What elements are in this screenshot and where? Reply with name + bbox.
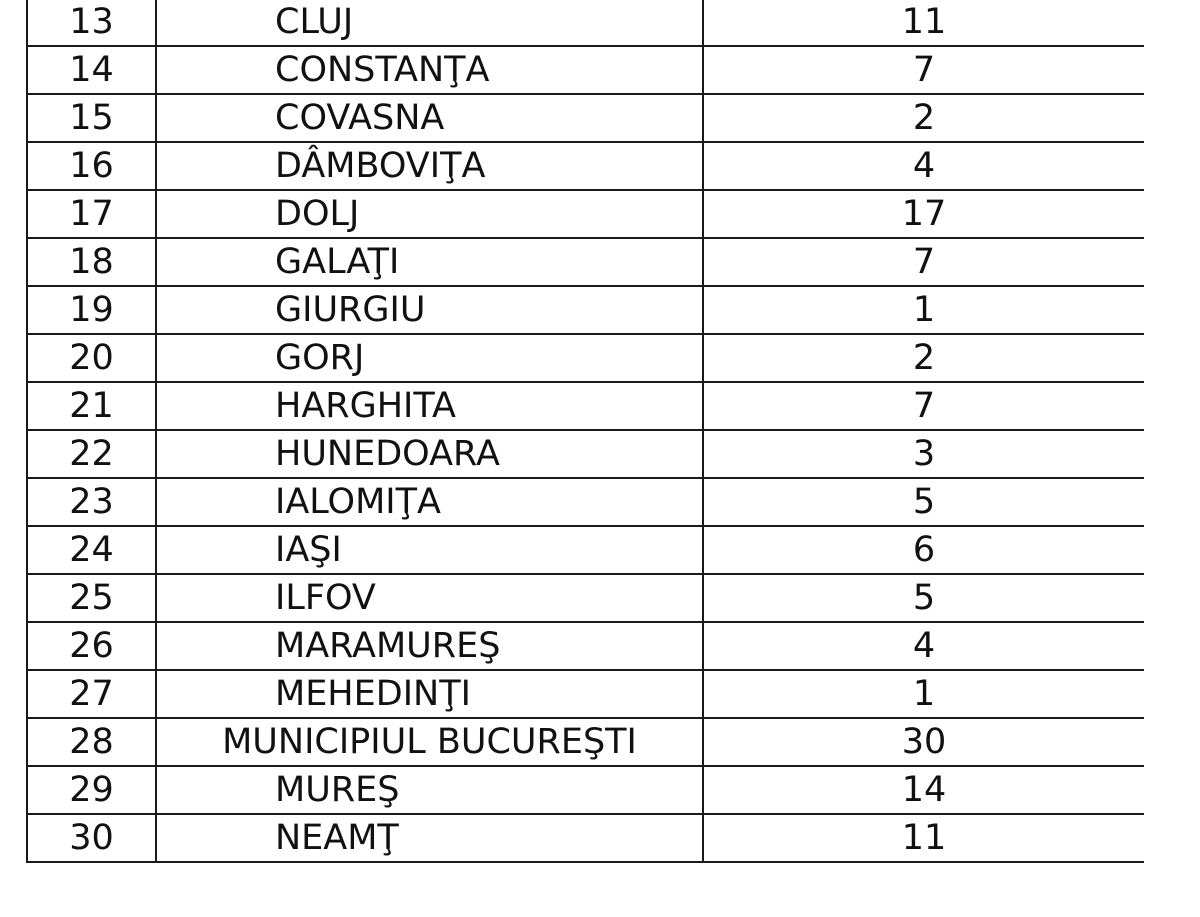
row-number: 14	[27, 46, 156, 94]
row-number: 24	[27, 526, 156, 574]
row-number: 29	[27, 766, 156, 814]
row-number: 18	[27, 238, 156, 286]
table-row	[27, 478, 1144, 526]
row-number: 19	[27, 286, 156, 334]
county-name: ILFOV	[156, 574, 703, 622]
county-value: 14	[703, 766, 1144, 814]
row-number: 22	[27, 430, 156, 478]
row-number: 20	[27, 334, 156, 382]
table-row	[27, 0, 1144, 46]
table-row	[27, 622, 1144, 670]
table-row	[27, 94, 1144, 142]
county-name: NEAMŢ	[156, 814, 703, 862]
table-row	[27, 526, 1144, 574]
table-row	[27, 430, 1144, 478]
table-row	[27, 766, 1144, 814]
table-row	[27, 190, 1144, 238]
county-value: 17	[703, 190, 1144, 238]
row-number: 27	[27, 670, 156, 718]
county-name: GORJ	[156, 334, 703, 382]
row-number: 26	[27, 622, 156, 670]
table-row	[27, 574, 1144, 622]
county-value: 1	[703, 670, 1144, 718]
county-name: HUNEDOARA	[156, 430, 703, 478]
county-name: MEHEDINŢI	[156, 670, 703, 718]
table-row	[27, 142, 1144, 190]
county-table	[26, 0, 1144, 863]
county-name: DOLJ	[156, 190, 703, 238]
county-value: 5	[703, 478, 1144, 526]
row-number: 17	[27, 190, 156, 238]
table-row	[27, 238, 1144, 286]
county-value: 7	[703, 382, 1144, 430]
county-name: HARGHITA	[156, 382, 703, 430]
table-row	[27, 718, 1144, 766]
table-row	[27, 46, 1144, 94]
county-value: 7	[703, 238, 1144, 286]
table-row	[27, 334, 1144, 382]
county-value: 4	[703, 622, 1144, 670]
table-row	[27, 286, 1144, 334]
county-name: CONSTANŢA	[156, 46, 703, 94]
county-value: 5	[703, 574, 1144, 622]
county-name: DÂMBOVIŢA	[156, 142, 703, 190]
county-name: IAŞI	[156, 526, 703, 574]
county-value: 7	[703, 46, 1144, 94]
county-name: GALAŢI	[156, 238, 703, 286]
table-row	[27, 670, 1144, 718]
row-number: 15	[27, 94, 156, 142]
row-number: 21	[27, 382, 156, 430]
county-value: 2	[703, 334, 1144, 382]
county-name: MUNICIPIUL BUCUREŞTI	[156, 718, 703, 766]
county-value: 11	[703, 0, 1144, 46]
county-name: GIURGIU	[156, 286, 703, 334]
row-number: 23	[27, 478, 156, 526]
county-value: 4	[703, 142, 1144, 190]
table-row	[27, 382, 1144, 430]
row-number: 28	[27, 718, 156, 766]
county-name: MUREŞ	[156, 766, 703, 814]
county-name: COVASNA	[156, 94, 703, 142]
county-name: CLUJ	[156, 0, 703, 46]
row-number: 25	[27, 574, 156, 622]
document-sheet	[26, 0, 1144, 917]
row-number: 13	[27, 0, 156, 46]
county-value: 2	[703, 94, 1144, 142]
county-value: 3	[703, 430, 1144, 478]
table-row	[27, 814, 1144, 862]
county-name: MARAMUREŞ	[156, 622, 703, 670]
county-value: 11	[703, 814, 1144, 862]
county-value: 1	[703, 286, 1144, 334]
county-value: 30	[703, 718, 1144, 766]
row-number: 30	[27, 814, 156, 862]
county-value: 6	[703, 526, 1144, 574]
row-number: 16	[27, 142, 156, 190]
county-name: IALOMIŢA	[156, 478, 703, 526]
